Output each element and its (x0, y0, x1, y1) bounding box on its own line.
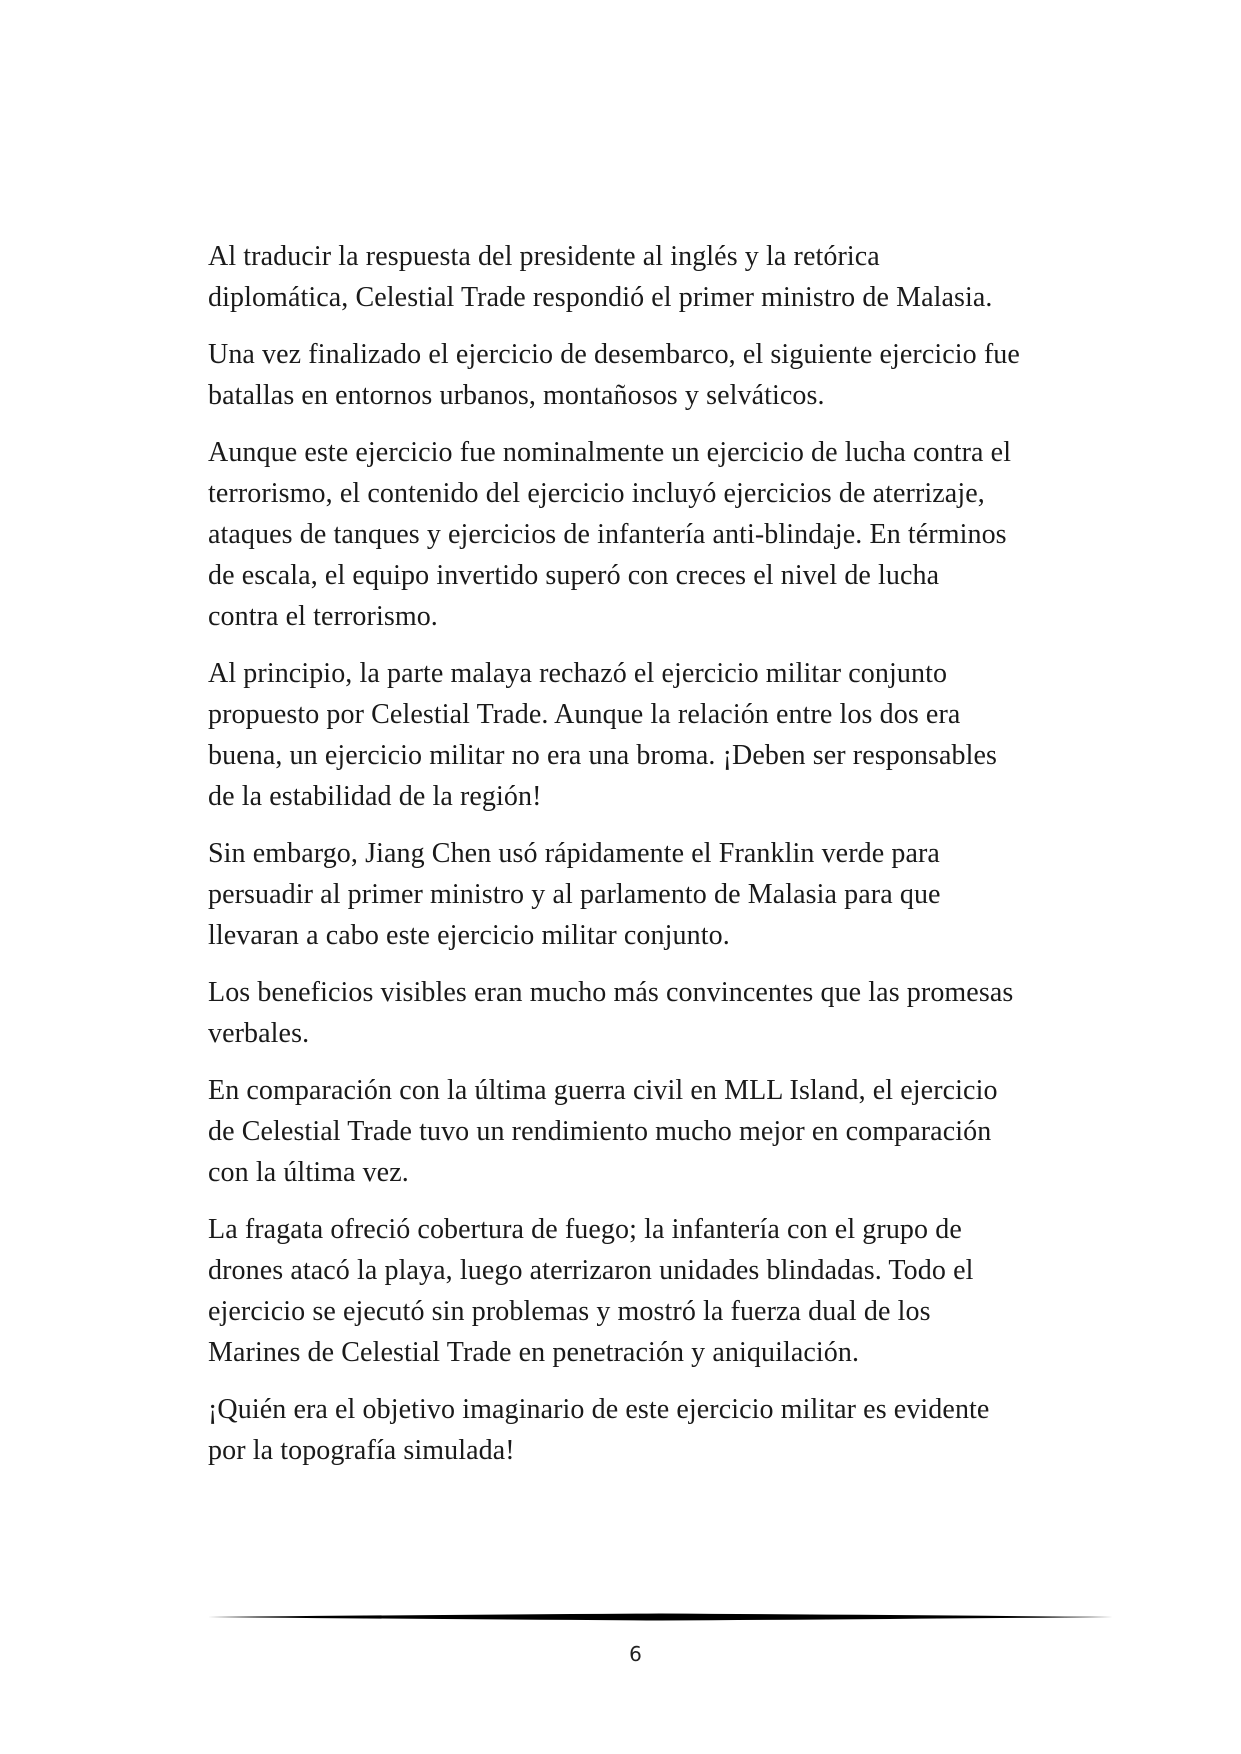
footer-rule (208, 1610, 1113, 1624)
paragraph: ¡Quién era el objetivo imaginario de este ejercicio militar es evidente por la topografía simulada! (208, 1394, 990, 1466)
paragraph: Los beneficios visibles eran mucho más convincentes que las promesas verbales. (208, 977, 1014, 1049)
paragraph: Aunque este ejercicio fue nominalmente un ejercicio de lucha contra el terrorismo, el contenido del ejercicio incluyó ejercicios de aterrizaje, ataques de tanques y ejercicios de infantería anti-blindaje. En términos de escala, el equipo invertido superó con creces el nivel de lucha contra el terrorismo. (208, 437, 1012, 632)
footer-rule-line (208, 1614, 1113, 1621)
paragraph: Sin embargo, Jiang Chen usó rápidamente el Franklin verde para persuadir al primer ministro y al parlamento de Malasia para que llevaran a cabo este ejercicio militar conjunto. (208, 838, 941, 951)
page-number: 6 (629, 1642, 642, 1666)
paragraph: Una vez finalizado el ejercicio de desembarco, el siguiente ejercicio fue batallas en entornos urbanos, montañosos y selváticos. (208, 339, 1020, 411)
paragraph: Al principio, la parte malaya rechazó el ejercicio militar conjunto propuesto por Celestial Trade. Aunque la relación entre los dos era buena, un ejercicio militar no era una broma. ¡Deben ser responsables de la estabilidad de la región! (208, 658, 998, 812)
paragraph: Al traducir la respuesta del presidente al inglés y la retórica diplomática, Celestial Trade respondió el primer ministro de Malasia. (208, 241, 993, 313)
body-text (208, 236, 1088, 1487)
paragraph: La fragata ofreció cobertura de fuego; la infantería con el grupo de drones atacó la playa, luego aterrizaron unidades blindadas. Todo el ejercicio se ejecutó sin problemas y mostró la fuerza dual de los Marines de Celestial Trade en penetración y aniquilación. (208, 1214, 974, 1368)
paragraph: En comparación con la última guerra civil en MLL Island, el ejercicio de Celestial Trade tuvo un rendimiento mucho mejor en comparación con la última vez. (208, 1075, 998, 1188)
